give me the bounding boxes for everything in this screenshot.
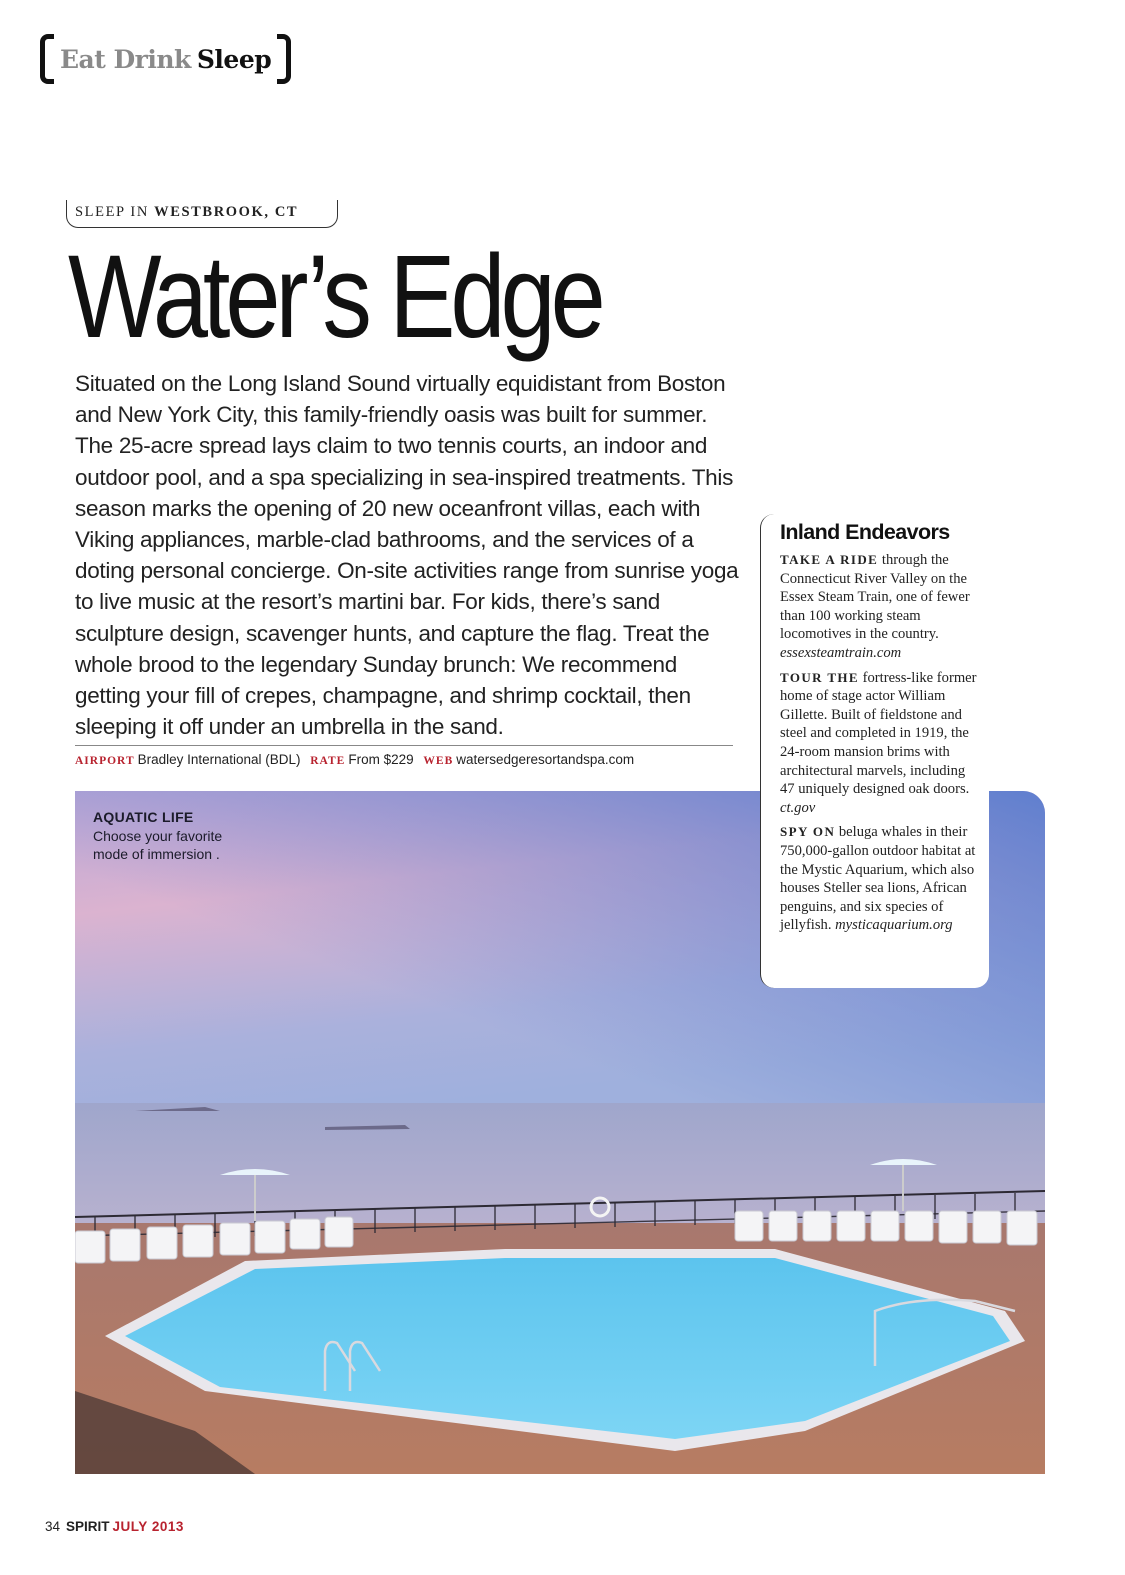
sidebar-item-gillette [780, 669, 981, 818]
section-tag-strong: Sleep [196, 44, 272, 74]
sidebar-item-url[interactable]: ct.gov [780, 799, 816, 816]
right-bracket-icon [277, 34, 291, 84]
sidebar-item-lead: TOUR THE [780, 669, 859, 685]
caption-title: AQUATIC LIFE [93, 809, 194, 825]
kicker [66, 200, 338, 228]
sidebar-item-text: through the Connecticut River Valley on the Essex Steam Train, one of fewer than 100 working steam locomotives in the country. [780, 552, 970, 643]
info-label-web: WEB [423, 755, 454, 767]
magazine-name: SPIRIT [66, 1519, 110, 1534]
issue-date: JULY 2013 [112, 1519, 184, 1534]
info-label-airport: AIRPORT [75, 755, 135, 767]
sidebar-item-url[interactable]: mysticaquarium.org [835, 917, 953, 934]
sidebar-item-lead: TAKE A RIDE [780, 552, 879, 567]
sidebar-item-aquarium [780, 823, 981, 935]
section-tag-muted: Eat Drink [60, 44, 191, 74]
sidebar-item-lead: SPY ON [780, 824, 836, 840]
caption-text: Choose your favorite mode of immersion . [93, 827, 223, 862]
info-value-airport: Bradley International (BDL) [137, 752, 301, 767]
sidebar-box [760, 514, 989, 988]
sidebar-item-text: beluga whales in their 750,000-gallon outdoor habitat at the Mystic Aquarium, which also houses Steller sea lions, African penguins, and six species of jellyfish. [780, 824, 976, 934]
info-label-rate: RATE [310, 755, 346, 767]
kicker-place: WESTBROOK, CT [154, 204, 299, 220]
sidebar-item-text: fortress-like former home of stage actor William Gillette. Built of fieldstone and steel and completed in 1919, the 24-room mansion brims with architectural marvels, including 47 uniquely designed oak doors. [780, 669, 977, 798]
headline: Water’s Edge [68, 231, 601, 363]
body-text: Situated on the Long Island Sound virtually equidistant from Boston and New York City, this family-friendly oasis was built for summer. The 25-acre spread lays claim to two tennis courts, an indoor and outdoor pool, and a spa specializing in sea-inspired treatments. This season marks the opening of 20 new oceanfront villas, each with Viking appliances, marble-clad bathrooms, and the services of a doting personal concierge. On-site activities range from sunrise yoga to live music at the resort’s martini bar. For kids, there’s sand sculpture design, scavenger hunts, and capture the flag. Treat the whole brood to the legendary Sunday brunch: We recommend getting your fill of crepes, champagne, and shrimp cocktail, then sleeping it off under an umbrella in the sand. [75, 371, 739, 740]
left-bracket-icon [40, 34, 54, 84]
section-tag [40, 38, 291, 80]
info-value-rate: From $229 [348, 752, 414, 767]
sidebar-item-url[interactable]: essexsteamtrain.com [780, 644, 902, 661]
info-value-web[interactable]: watersedgeresortandspa.com [456, 752, 635, 767]
page-number: 34 [45, 1519, 61, 1534]
sidebar-title: Inland Endeavors [780, 520, 950, 544]
info-line [75, 745, 733, 773]
photo-caption [93, 808, 233, 864]
page-footer [45, 1519, 184, 1534]
sidebar-item-steam-train [780, 551, 981, 663]
kicker-prefix: SLEEP IN [75, 204, 149, 220]
